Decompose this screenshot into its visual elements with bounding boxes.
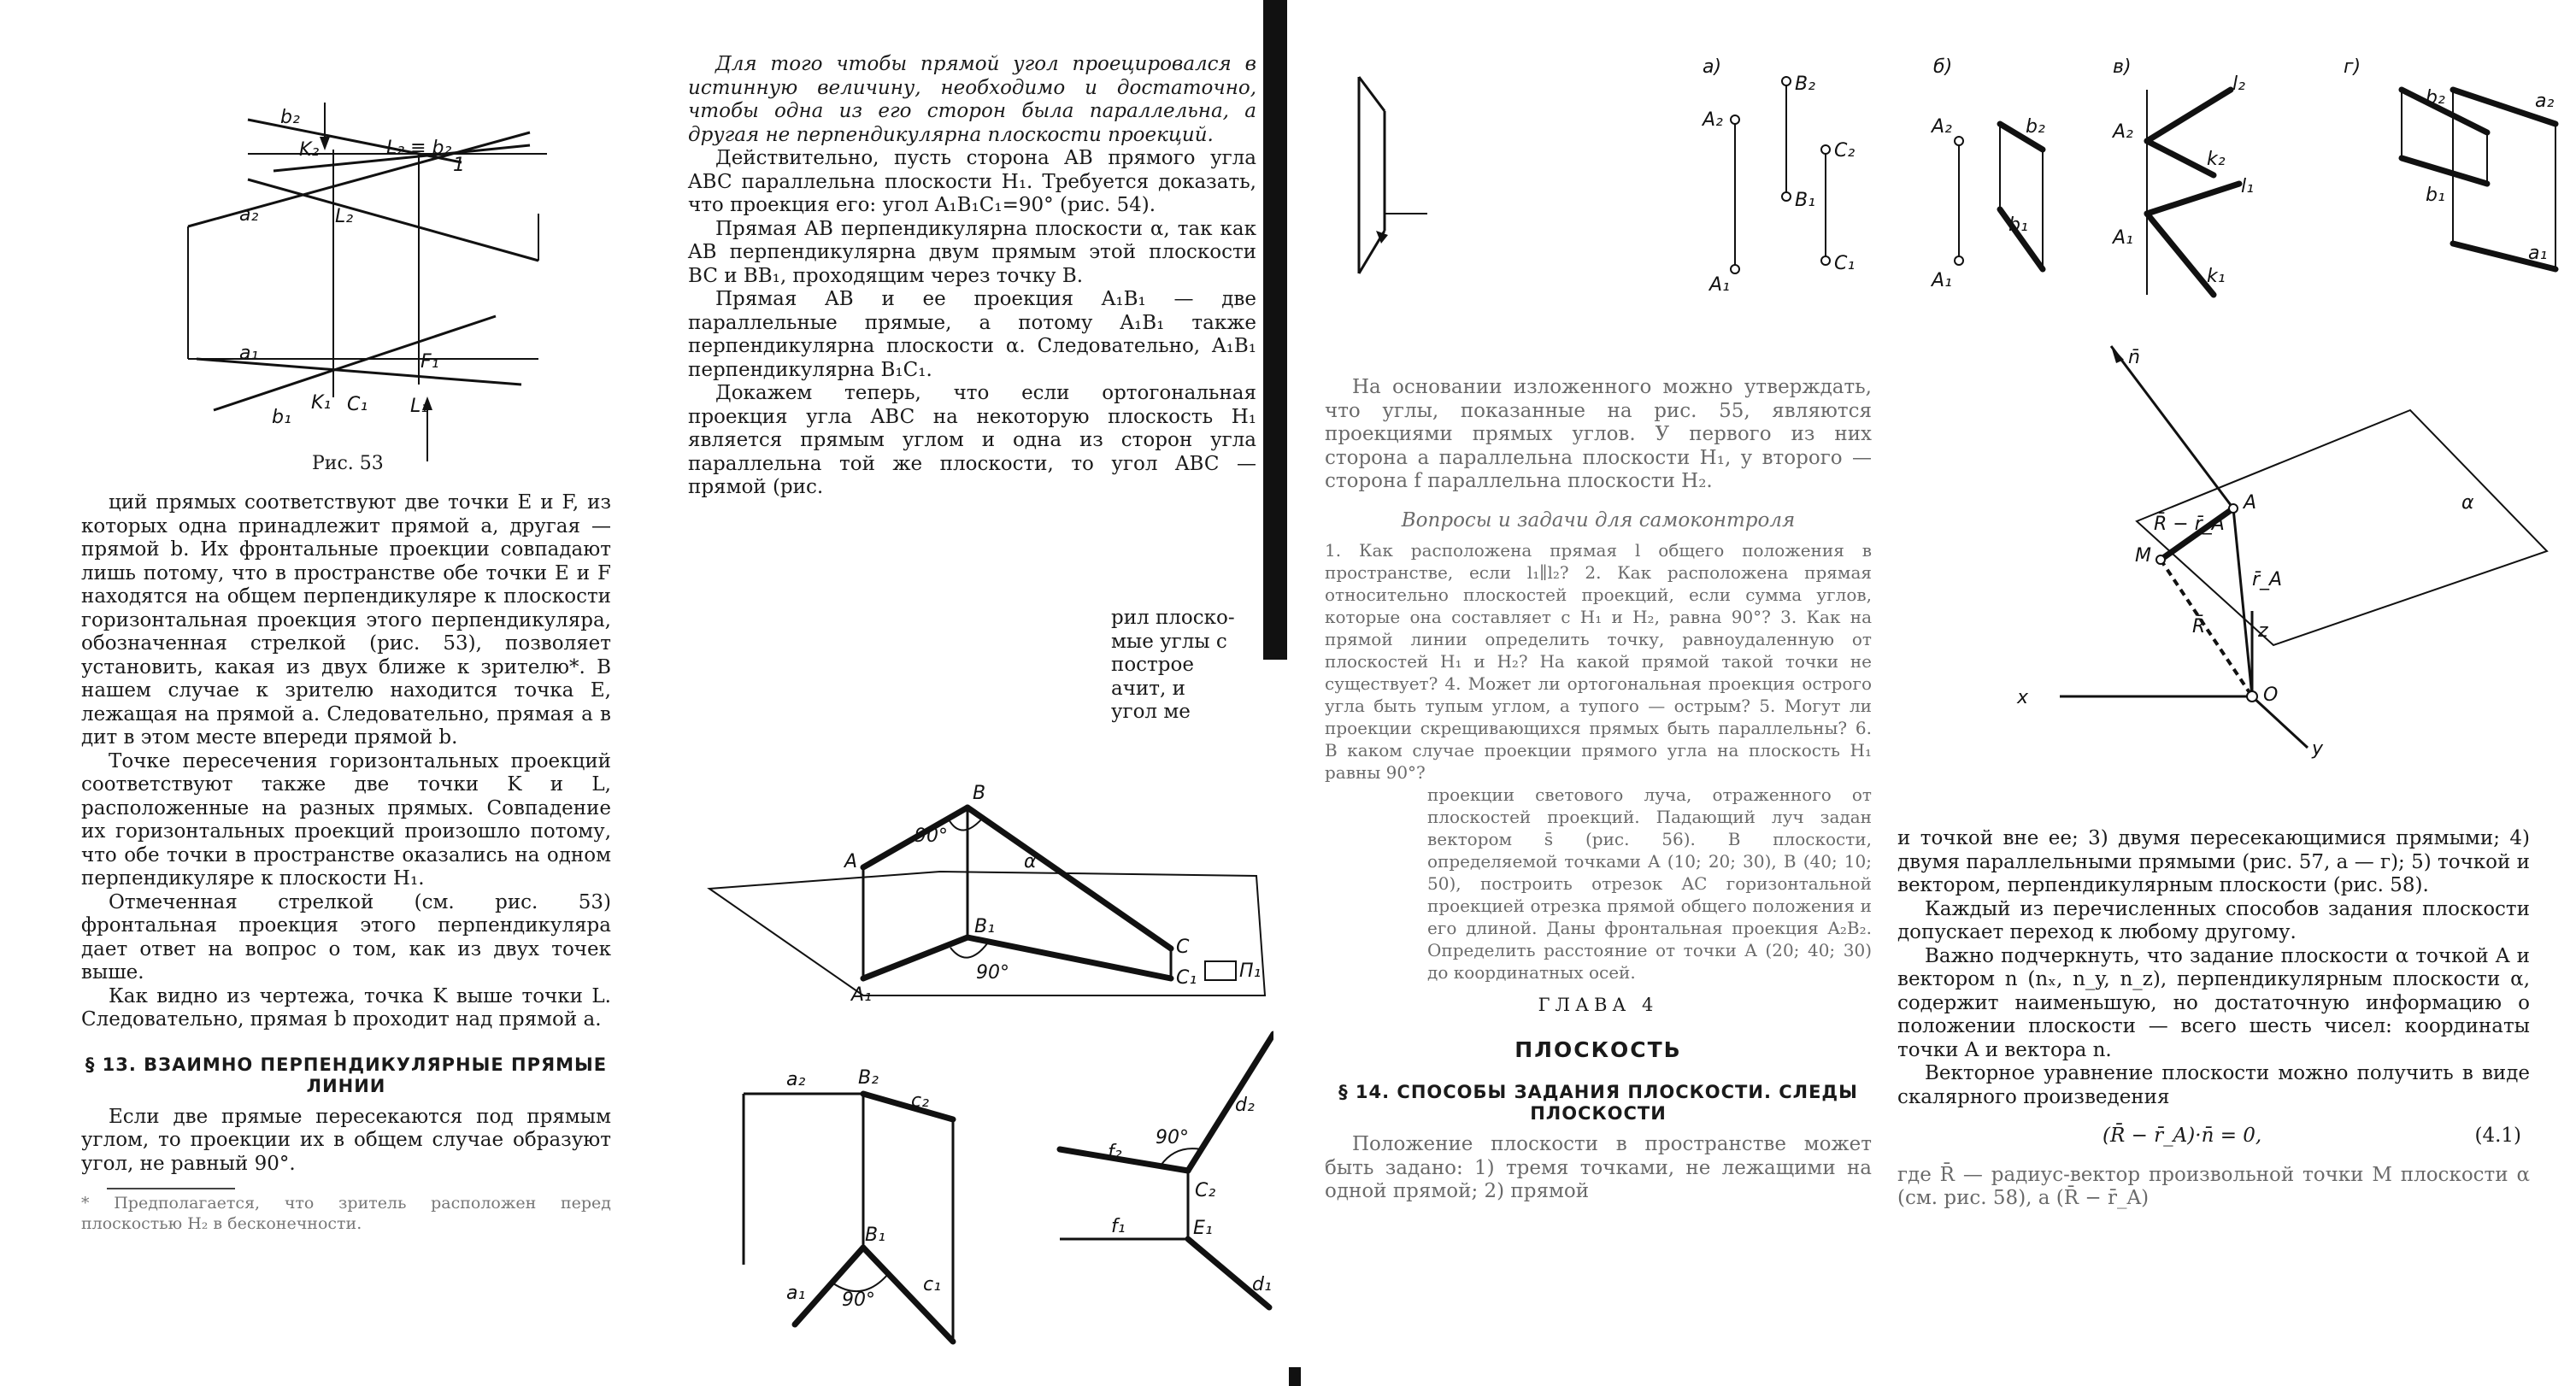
fig58-label-rA: r̄_A [2252,569,2283,590]
panel-label-b: б) [1933,56,1953,78]
fig58-vector-n [2111,346,2233,508]
figure-54 [701,782,1265,1004]
panel-label-a: а) [1703,56,1722,78]
questions-title: Вопросы и задачи для самоконтроля [1401,508,1796,531]
figure-55 [735,1060,991,1350]
fig58-label-A: A [2244,492,2257,514]
fig58-vector-n-head [2111,346,2124,363]
paragraph-emphasis [688,53,1256,147]
fragment-line: рил плоско- [1111,607,1235,629]
footnote: * Предполагается, что зритель расположен перед плоскостью H₂ в бесконечности. [81,1194,611,1233]
fig54-label-90-bottom: 90° [976,962,1009,984]
fragment-line: угол ме [1111,701,1191,723]
fig57b-label-A1: A₁ [1932,270,1952,291]
fig54-label-90-top: 90° [915,825,948,847]
right-column-1 [1325,376,1872,1204]
fig57c-line-l2 [2147,90,2231,141]
fig57d-line-b1 [2402,158,2487,184]
fig58-point-O [2247,691,2257,702]
fig57a-point-B2 [1782,77,1791,85]
fig57c-label-k1: k₁ [2207,266,2226,287]
fig57b-label-b1: b₁ [2008,214,2028,236]
fig53-label-b2: b₂ [280,107,300,128]
fig54-label-A: A [844,851,858,872]
paragraph: Если две прямые пересекаются под прямым углом, то проекции их в общем случае образуют угол, не равный 90°. [81,1105,611,1175]
fig56-line-f2 [1060,1149,1188,1171]
figure-53 [171,103,547,461]
fig53-label-1: 1 [453,155,465,176]
fig58-label-n: n̄ [2128,347,2140,368]
fig54-label-C1: C₁ [1176,967,1197,989]
paragraph: Как видно из чертежа, точка K выше точки L. Следовательно, прямая b проходит над прямой a. [81,984,611,1031]
fragment-line: построе [1111,654,1194,676]
fig55-label-c1: c₁ [923,1274,941,1295]
fig53-arrow-top-head [320,137,330,150]
fig57c-line-l1 [2147,184,2239,214]
fig56-label-f2: f₂ [1108,1142,1122,1163]
fig54-label-B1: B₁ [974,916,995,937]
paragraph: Точке пересечения горизонтальных проекций соответствуют также две точки K и L, расположенные на разных прямых. Совпадение их горизонтальных проекций произошло потому, что обе точки в пространстве оказались на одном перпендикуляре к плоскости H₁. [81,749,611,890]
right-column-2 [1897,827,2530,1211]
fig53-label-b1: b₁ [272,407,291,428]
left-column-2-fragment [1111,607,1256,725]
fig58-label-alpha: α [2461,492,2474,514]
fig58-label-y: y [2312,738,2324,760]
paragraph: Докажем теперь, что если ортогональная проекция угла ABC на некоторую плоскость H₁ является прямым углом и одна из сторон угла параллельна той же плоскости, то угол ABC — прямой (рис. [688,382,1256,498]
figure-56-fragment [1325,60,1427,282]
fig55-label-a1: a₁ [786,1283,806,1304]
italic-theorem: Для того чтобы прямой угол проецировался в истинную величину, необходимо и достаточно, чтобы одна из его сторон была параллельна, а другая не перпендикулярна плоскости проекций. [688,53,1256,146]
fig58-label-x: x [2017,687,2029,708]
panel-label-c: в) [2113,56,2132,78]
equation-number: (4.1) [2474,1125,2521,1147]
paragraph: где R̄ — радиус-вектор произвольной точки M плоскости α (см. рис. 58), а (R̄ − r̄_A) [1897,1163,2530,1209]
paragraph: Прямая AB и ее проекция A₁B₁ — две параллельные прямые, а потому A₁B₁ также перпендикулярна плоскости α. Следовательно, A₁B₁ перпендикулярна B₁C₁. [688,288,1256,381]
paragraph: Действительно, пусть сторона AB прямого угла ABC параллельна плоскости H₁. Требуется доказать, что проекция его: угол A₁B₁C₁=90° (рис. 54). [688,147,1256,216]
fig54-side-A1B1 [863,937,967,978]
paragraph: На основании изложенного можно утверждать, что углы, показанные на рис. 55, являются проекциями прямых углов. У первого из них сторона a параллельна плоскости H₁, у второго — сторона f параллельна плоскости H₂. [1325,376,1872,492]
fig56-label-90: 90° [1156,1127,1189,1148]
fig57c-label-k2: k₂ [2207,149,2226,170]
fig57a-label-C1: C₁ [1834,253,1856,274]
fig54-arc-top [949,818,983,831]
fig58-vector-rA [2233,508,2252,696]
fragment-ray-top [1359,77,1385,111]
fig56-label-d1: d₁ [1252,1274,1272,1295]
fig56-line-d2 [1188,1034,1273,1171]
fig55-label-a2: a₂ [786,1069,806,1090]
paragraph: Отмеченная стрелкой (см. рис. 53) фронтальная проекция этого перпендикуляра дает ответ на вопрос о том, как из двух точек выше. [81,890,611,984]
fig55-label-B2: B₂ [858,1067,879,1089]
fig55-label-B1: B₁ [865,1224,885,1246]
fig57a-point-B1 [1782,192,1791,201]
fig57c-label-l1: l₁ [2241,176,2254,197]
fig58-label-R: R̄ [2192,616,2206,637]
fig58-point-M [2156,555,2165,564]
section-heading: § 14. СПОСОБЫ ЗАДАНИЯ ПЛОСКОСТИ. СЛЕДЫ ПЛОСКОСТИ [1338,1082,1858,1124]
fig56-label-E1: E₁ [1193,1218,1213,1239]
fig58-point-A [2229,504,2238,513]
fig53-label-L1: L₁ [410,396,429,417]
fig58-label-R-minus-rA: R̄ − r̄_A [2154,514,2225,535]
paragraph: Каждый из перечисленных способов задания плоскости допускает переход к любому другому. [1897,897,2530,943]
fig53-label-K1: K₁ [311,392,332,414]
equation-4-1 [1897,1109,2530,1164]
fig53-label-a2: a₂ [239,204,259,226]
fig55-line-c2 [863,1094,953,1119]
fig58-axis-y [2252,696,2308,748]
questions-list: 1. Как расположена прямая l общего положения в пространстве, если l₁∥l₂? 2. Как расположена прямая относительно плоскостей проекций, если сумма углов, которые она составляет с H₁ и H₂, равна 90°? 3. Как на прямой линии определить точку, равноудаленную от плоскостей H₁ и H₂? На какой прямой такой точки не существует? 4. Может ли ортогональная проекция острого угла быть тупым углом, а тупого — острым? 5. Могут ли проекции скрещивающихся прямых быть параллельны? 6. В каком случае проекции прямого угла на плоскость H₁ равны 90°? [1325,540,1872,783]
equation: (R̄ − r̄_A)·n̄ = 0, [2103,1125,2262,1147]
fig58-vector-R [2161,560,2252,696]
paragraph: Важно подчеркнуть, что задание плоскости α точкой A и вектором n (nₓ, n_y, n_z), перпендикулярным плоскости α, содержит наименьшую, но достаточную информацию о положении плоскости — всего шесть чисел: координаты точки A и вектора n. [1897,944,2530,1061]
fig57c-label-A1: A₁ [2113,227,2133,249]
right-page [1299,0,2576,1386]
fig57c-label-A2: A₂ [2113,121,2133,143]
fragment-line: ачит, и [1111,677,1185,700]
figure-57b [1932,56,2068,295]
fig57b-label-b2: b₂ [2026,116,2045,138]
fig57d-label-a1: a₁ [2528,243,2548,264]
fig55-label-90: 90° [842,1289,875,1311]
figure-58 [1949,338,2547,765]
panel-label-d: г) [2344,56,2361,78]
fig57b-point-A1 [1955,256,1963,265]
fig57c-line-k1 [2147,214,2214,295]
fig53-label-a1: a₁ [239,343,259,364]
fig53-label-C1: C₁ [347,394,368,415]
fig57a-label-B2: B₂ [1795,73,1815,95]
figure-56 [1060,1034,1273,1307]
fig53-label-L2B2: L₂ ≡ b₂ [386,138,452,159]
figure-57a [1701,56,1880,295]
left-page [0,0,1273,1386]
fig56-label-f1: f₁ [1111,1216,1126,1237]
fig56-line-d1 [1188,1239,1269,1307]
fig57b-label-A2: A₂ [1932,116,1952,138]
fig57a-label-B1: B₁ [1795,190,1815,211]
fig54-label-alpha: α [1024,851,1037,872]
fig53-label-L2: L₂ [335,206,354,227]
fig57a-point-C2 [1821,145,1830,154]
fig54-side-BC [967,808,1171,948]
section-heading: § 13. ВЗАИМНО ПЕРПЕНДИКУЛЯРНЫЕ ПРЯМЫЕ ЛИНИИ [85,1054,608,1096]
paragraph: и точкой вне ее; 3) двумя пересекающимися прямыми; 4) двумя параллельными прямыми (рис. 57, а — г); 5) точкой и вектором, перпендикулярным плоскости (рис. 58). [1897,827,2530,896]
left-column-1 [81,491,611,1234]
fig57a-label-A1: A₁ [1709,274,1730,296]
fig54-label-C: C [1176,937,1190,958]
left-column-2 [688,53,1256,500]
fig58-label-M: M [2135,545,2151,567]
fragment-line: мые углы с [1111,630,1227,653]
paragraph: Положение плоскости в пространстве может быть задано: 1) тремя точками, не лежащими на одной прямой; 2) прямой [1325,1133,1872,1202]
chapter-number: ГЛАВА 4 [1538,995,1659,1015]
fig53-line-b2 [248,179,538,261]
fig57a-label-C2: C₂ [1834,140,1856,162]
fig57d-label-b1: b₁ [2426,185,2445,206]
fig54-plane-marker [1205,961,1236,980]
fig56-label-d2: d₂ [1235,1095,1255,1116]
fig57d-label-a2: a₂ [2535,91,2555,112]
fig57d-label-b2: b₂ [2426,87,2445,109]
footnote-rule [107,1188,235,1189]
fig57b-point-A2 [1955,137,1963,145]
figure-57c [2111,56,2282,303]
questions-list-continued: проекции светового луча, отраженного от плоскостей проекций. Падающий луч задан вектором s̄ (рис. 56). В плоскости, определяемой точками A (10; 20; 30), B (40; 10; 50), построить отрезок AC горизонтальной проекцией отрезка прямой общего положения и его длиной. Даны фронтальная проекция A₂B₂. Определить расстояние от точки A (20; 40; 30) до координатных осей. [1427,784,1872,983]
figure-57d [2342,56,2564,286]
fig57a-point-A2 [1731,115,1739,124]
paragraph: Прямая AB перпендикулярна плоскости α, так как AB перпендикулярна двум прямым этой плоскости BC и BB₁, проходящим через точку B. [688,217,1256,287]
fig57a-point-A1 [1731,265,1739,273]
fig53-label-K2: K₂ [299,139,320,161]
chapter-title: ПЛОСКОСТЬ [1514,1037,1682,1062]
paragraph: ций прямых соответствуют две точки E и F, из которых одна принадлежит прямой a, другая — прямой b. Их фронтальные проекции совпадают лишь потому, что в пространстве обе точки E и F находятся на общем перпендикуляре к плоскости горизонтальная проекция этого перпендикуляра, обозначенная стрелкой (рис. 53), позволяет установить, какая из двух ближе к зрителю*. В нашем случае к зрителю находится точка E, лежащая на прямой a. Следовательно, прямая a в дит в этом месте впереди прямой b. [81,491,611,749]
fig57c-line-k2 [2147,141,2214,175]
fig54-label-A1: A₁ [851,984,872,1006]
fig54-label-B: B [973,783,986,804]
fig57c-label-l2: l₂ [2232,73,2245,95]
fig56-label-C2: C₂ [1195,1180,1216,1201]
fig54-label-Pi: П₁ [1239,960,1262,982]
fig53-caption: Рис. 53 [312,453,384,474]
fig55-label-c2: c₂ [911,1090,929,1112]
fig53-label-F1: F₁ [421,351,439,373]
fig57a-label-A2: A₂ [1703,109,1723,131]
fig58-label-O: O [2263,684,2279,706]
fig57a-point-C1 [1821,256,1830,265]
paragraph: Векторное уравнение плоскости можно получить в виде скалярного произведения [1897,1062,2530,1108]
fig58-label-z: z [2258,620,2268,642]
